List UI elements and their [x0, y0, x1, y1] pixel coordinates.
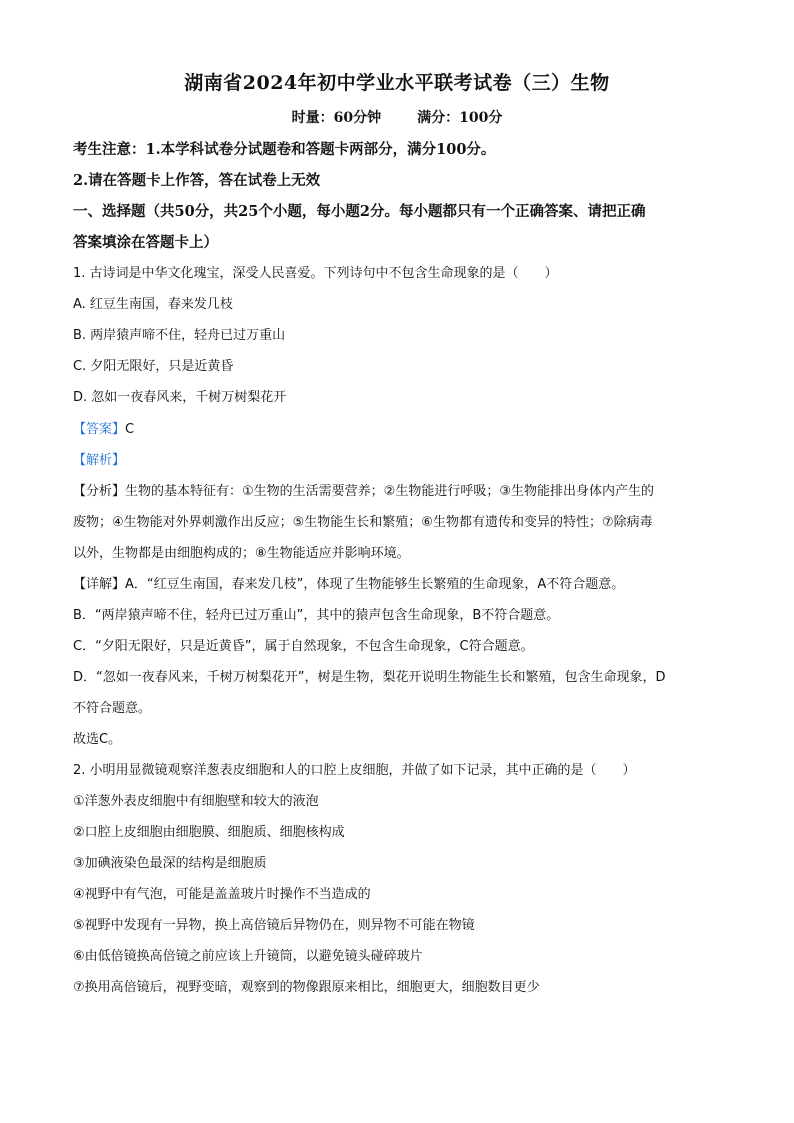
q1-detail-a: [73, 575, 733, 595]
full-score: 满分：100分: [417, 110, 503, 126]
exam-meta: [0, 107, 794, 127]
q1-fenxi-line-3: 以外，生物都是由细胞构成的；⑧生物能适应并影响环境。: [73, 546, 410, 561]
q1-detail-d-line-1: D．“忽如一夜春风来，千树万树梨花开”，树是生物，梨花开说明生物能生长和繁殖，包含生命现象，D: [73, 670, 666, 685]
detail-tag: 【详解】: [73, 577, 126, 592]
answer-tag: 【答案】: [73, 422, 126, 437]
q1-answer: [73, 420, 733, 440]
q1-option-d: D. 忽如一夜春风来，千树万树梨花开: [73, 390, 287, 405]
detail-a-text: A．“红豆生南国，春来发几枝”，体现了生物能够生长繁殖的生命现象，A不符合题意。: [125, 577, 625, 592]
exam-title: 湖南省2024年初中学业水平联考试卷（三）生物: [184, 72, 610, 94]
q1-fenxi-line-2: 废物；④生物能对外界刺激作出反应；⑤生物能生长和繁殖；⑥生物都有遗传和变异的特性；⑦除病毒: [73, 515, 653, 530]
q1-detail-c: C．“夕阳无限好，只是近黄昏”，属于自然现象，不包含生命现象，C符合题意。: [73, 639, 534, 654]
q2-item-1: ①洋葱外表皮细胞中有细胞壁和较大的液泡: [73, 794, 319, 809]
q1-option-c: C. 夕阳无限好，只是近黄昏: [73, 359, 234, 374]
q2-item-3: ③加碘液染色最深的结构是细胞质: [73, 856, 267, 871]
section-heading-line-2: 答案填涂在答题卡上）: [73, 234, 218, 251]
analysis-tag: 【解析】: [73, 453, 126, 468]
q2-item-4: ④视野中有气泡，可能是盖盖玻片时操作不当造成的: [73, 887, 371, 902]
q1-option-b: B. 两岸猿声啼不住，轻舟已过万重山: [73, 328, 286, 343]
q1-detail-b: B．“两岸猿声啼不住，轻舟已过万重山”，其中的猿声包含生命现象，B不符合题意。: [73, 608, 560, 623]
q2-stem: 2. 小明用显微镜观察洋葱表皮细胞和人的口腔上皮细胞，并做了如下记录，其中正确的是（ ）: [73, 763, 636, 778]
fenxi-tag: 【分析】: [73, 484, 126, 499]
time-limit: 时量：60分钟: [291, 110, 382, 126]
fenxi-text-1: 生物的基本特征有：①生物的生活需要营养；②生物能进行呼吸；③生物能排出身体内产生的: [125, 484, 654, 499]
notice-line-2: 2.请在答题卡上作答，答在试卷上无效: [73, 172, 321, 189]
q2-item-2: ②口腔上皮细胞由细胞膜、细胞质、细胞核构成: [73, 825, 345, 840]
notice-line-1: 考生注意：1.本学科试卷分试题卷和答题卡两部分，满分100分。: [73, 141, 496, 158]
q1-detail-d-line-2: 不符合题意。: [73, 701, 152, 716]
answer-value: C: [125, 422, 135, 437]
q1-conclusion: 故选C。: [73, 732, 122, 747]
q2-item-7: ⑦换用高倍镜后，视野变暗，观察到的物像跟原来相比，细胞更大，细胞数目更少: [73, 980, 540, 995]
q2-item-6: ⑥由低倍镜换高倍镜之前应该上升镜筒，以避免镜头碰碎玻片: [73, 949, 423, 964]
q1-fenxi-line-1: [73, 482, 733, 502]
q2-item-5: ⑤视野中发现有一异物，换上高倍镜后异物仍在，则异物不可能在物镜: [73, 918, 475, 933]
q1-stem: 1. 古诗词是中华文化瑰宝，深受人民喜爱。下列诗句中不包含生命现象的是（ ）: [73, 266, 558, 281]
section-heading-line-1: 一、选择题（共50分，共25个小题，每小题2分。每小题都只有一个正确答案、请把正确: [73, 203, 646, 220]
q1-analysis-heading: [73, 451, 733, 471]
q1-option-a: A. 红豆生南国，春来发几枝: [73, 297, 233, 312]
